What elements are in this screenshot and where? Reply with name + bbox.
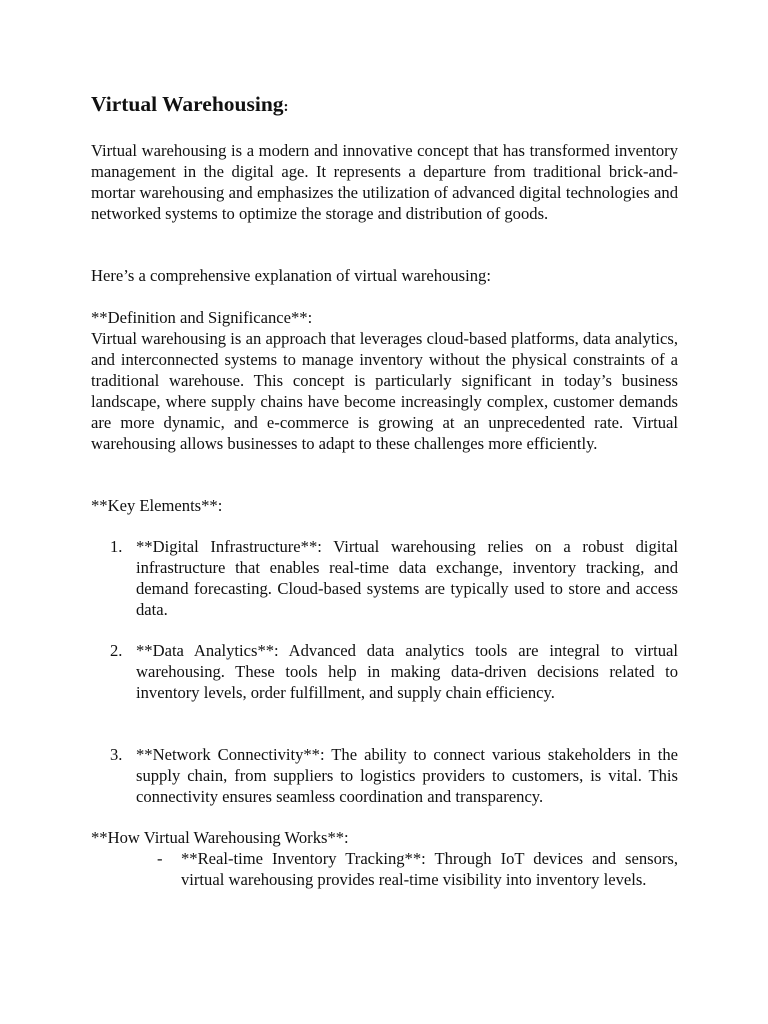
lead-in-paragraph: Here’s a comprehensive explanation of virtual warehousing: [91,266,491,285]
list-item [110,537,678,621]
list-item-text: **Data Analytics**: Advanced data analytics tools are integral to virtual warehousing. These tools help in making data-driven decisions related to inventory levels, order fulfillment, and supply chain efficiency. [136,641,678,702]
definition-paragraph: Virtual warehousing is an approach that leverages cloud-based platforms, data analytics, and interconnected systems to manage inventory without the physical constraints of a traditional warehouse. This concept is particularly significant in today’s business landscape, where supply chains have become increasingly complex, customer demands are more dynamic, and e-commerce is growing at an unprecedented rate. Virtual warehousing allows businesses to adapt to these challenges more efficiently. [91,329,678,453]
definition-heading: **Definition and Significance**: [91,308,313,327]
list-item-text: **Network Connectivity**: The ability to connect various stakeholders in the supply chain, from suppliers to logistics providers to customers, is vital. This connectivity ensures seamless coordination and transparency. [136,745,678,806]
bullet-dash: - [157,849,163,868]
document-title [91,91,289,120]
list-item-text: **Digital Infrastructure**: Virtual warehousing relies on a robust digital infrastructure that enables real-time data exchange, inventory tracking, and demand forecasting. Cloud-based systems are typically used to store and access data. [136,537,678,619]
bullet-item [157,849,678,891]
bullet-item-text: **Real-time Inventory Tracking**: Through IoT devices and sensors, virtual warehousing provides real-time visibility into inventory levels. [181,849,678,889]
list-item-number: 1. [110,537,123,556]
list-item-number: 2. [110,641,123,660]
title-colon: : [283,99,289,115]
intro-paragraph: Virtual warehousing is a modern and innovative concept that has transformed inventory management in the digital age. It represents a departure from traditional brick-and-mortar warehousing and emphasizes the utilization of advanced digital technologies and networked systems to optimize the storage and distribution of goods. [91,141,678,223]
list-item [110,641,678,704]
title-text: Virtual Warehousing [91,92,284,116]
how-it-works-heading: **How Virtual Warehousing Works**: [91,828,349,847]
list-item-number: 3. [110,745,123,764]
key-elements-heading: **Key Elements**: [91,496,223,515]
list-item [110,745,678,808]
